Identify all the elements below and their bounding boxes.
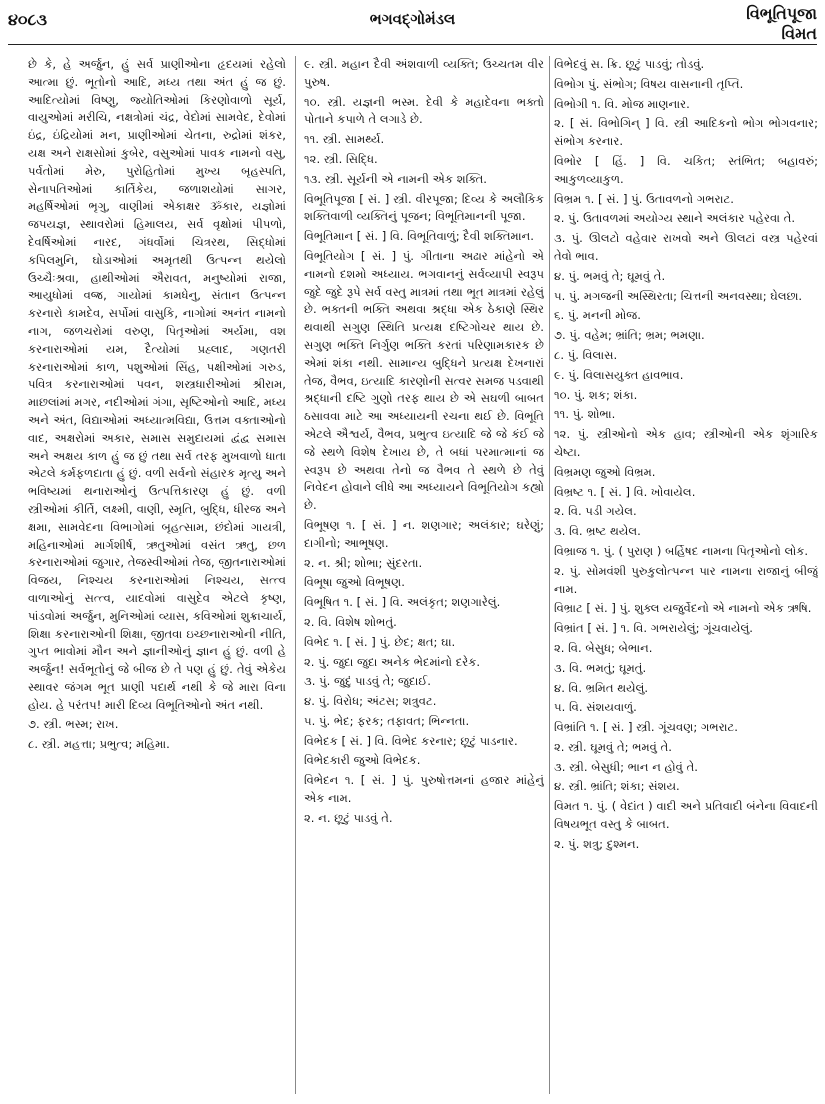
dictionary-entry: વિભૂતિમાન [ સં. ] વિ. વિભૂતિવાળું; દૈવી શક્તિમાન.: [304, 229, 534, 244]
dictionary-entry: ૯. સ્ત્રી. મહાન દૈવી અંશવાળી વ્યક્તિ; ઉચ્ચતમ વીર પુરુષ.: [304, 57, 544, 89]
dictionary-entry: વિભોર [ હિં. ] વિ. ચકિત; સ્તંભિત; બહાવરું; આકુળવ્યાકુળ.: [554, 153, 818, 186]
dictionary-entry: ૭. સ્ત્રી. ભસ્મ; રાખ.: [28, 717, 119, 732]
dictionary-entry: વિભ્રમ ૧. [ સં. ] પું. ઉતાવળનો ગભરાટ.: [554, 191, 734, 206]
dictionary-entry: ૩. વિ. ભમતું; ઘૂમતું.: [554, 660, 647, 675]
dictionary-entry: ૨. વિ. પડી ગયેલ.: [554, 504, 637, 519]
dictionary-entry: ૬. પું. મનની મોજ.: [554, 308, 641, 323]
dictionary-entry: ૨. પું. ઉતાવળમાં અયોગ્ય સ્થાને અલંકાર પહેરવા તે.: [554, 211, 796, 226]
dictionary-entry: વિમત ૧. પું. ( વેદાંત ) વાદી અને પ્રતિવાદી બંનેના વિવાદની વિષયભૂત વસ્તુ કે બાબત.: [554, 799, 818, 832]
guide-word-first: વિભૂતિપૂજા: [746, 4, 817, 23]
dictionary-entry: વિભ્રાંત [ સં. ] ૧. વિ. ગભરાયેલું; ગૂંચવાયેલું.: [554, 621, 753, 636]
dictionary-entry: ૨. ન. છૂટું પાડવું તે.: [304, 810, 393, 825]
dictionary-entry: ૪. વિ. ભ્રમિત થયેલું.: [554, 680, 649, 695]
dictionary-entry: ૧૦. સ્ત્રી. યજ્ઞની ભસ્મ. દેવી કે મહાદેવના ભક્તો પોતાને કપાળે તે લગાડે છે.: [304, 94, 544, 127]
dictionary-entry: ૪. સ્ત્રી. ભ્રાંતિ; શંકા; સંશય.: [554, 779, 680, 794]
dictionary-entry: વિભેદકારી જુઓ વિભેદક.: [304, 753, 421, 768]
dictionary-entry: વિભૂષણ ૧. [ સં. ] ન. શણગાર; અલંકાર; ઘરેણું; દાગીનો; આભૂષણ.: [304, 517, 544, 550]
dictionary-entry: ૩. સ્ત્રી. બેસુધી; ભાન ન હોવું તે.: [554, 759, 698, 774]
dictionary-entry: વિભેદક [ સં. ] વિ. વિભેદ કરનાર; છૂટું પાડનાર.: [304, 733, 518, 748]
dictionary-entry: ૧૩. સ્ત્રી. સૂર્યની એ નામની એક શક્તિ.: [304, 171, 487, 186]
dictionary-entry: ૩. પું. ઊલટો વહેવાર રાખવો અને ઊલટાં વસ્ત્ર પહેરવાં તેવો ભાવ.: [554, 231, 818, 263]
dictionary-entry: ૨. ન. શ્રી; શોભા; સુંદરતા.: [304, 555, 423, 570]
dictionary-entry: વિભ્રાટ [ સં. ] પું. શુક્લ યજુર્વેદનો એ નામનો એક ઋષિ.: [554, 601, 812, 616]
book-title: ભગવદ્ગોમંડલ: [369, 10, 456, 28]
header-rule: [8, 44, 817, 45]
dictionary-entry: ૩. પું. જુદું પાડવું તે; જુદાઈ.: [304, 674, 431, 689]
dictionary-entry: ૨. પું. શત્રુ; દુશ્મન.: [554, 836, 640, 851]
dictionary-entry: ૪. પું. વિરોધ; અંટસ; શત્રુવટ.: [304, 694, 437, 709]
dictionary-entry: વિભ્રમણ જુઓ વિભ્રમ.: [554, 464, 656, 479]
dictionary-entry: ૧૧. પું. શોભા.: [554, 407, 616, 422]
column-1: [28, 56, 286, 1098]
dictionary-entry: ૪. પું. ભમવું તે; ઘૂમવું તે.: [554, 268, 666, 283]
dictionary-entry: ૫. પું. ભેદ; ફરક; તફાવત; ભિન્નતા.: [304, 713, 470, 728]
dictionary-entry: ૨. [ સં. વિભોગિન્ ] વિ. સ્ત્રી આદિકનો ભોગ ભોગવનાર; સંભોગ કરનાર.: [554, 116, 818, 149]
page-number: ૪૦૮૩: [8, 10, 48, 29]
dictionary-entry: વિભૂષિત ૧. [ સં. ] વિ. અલંકૃત; શણગારેલું.: [304, 595, 501, 610]
dictionary-entry: ૮. પું. વિલાસ.: [554, 347, 618, 362]
dictionary-entry: ૮. સ્ત્રી. મહત્તા; પ્રભુત્વ; મહિમા.: [28, 737, 170, 752]
dictionary-entry: વિભૂતિપૂજા [ સં. ] સ્ત્રી. વીરપૂજા; દિવ્ય કે અલૌકિક શક્તિવાળી વ્યક્તિનું પૂજન; વિભૂતિમાનની પૂજા.: [304, 191, 544, 224]
dictionary-entry: ૭. પું. વહેમ; ભ્રાંતિ; ભ્રમ; ભમણા.: [554, 328, 705, 343]
dictionary-entry: વિભ્રાજ ૧. પું. ( પુરાણ ) બર્હિષદ નામના પિતૃઓનો લોક.: [554, 543, 809, 558]
dictionary-entry: વિભોગ પું. સંભોગ; વિષય વાસનાની તૃપ્તિ.: [554, 76, 744, 91]
dictionary-entry: વિભેદન ૧. [ સં. ] પું. પુરુષોત્તમનાં હજાર માંહેનું એક નામ.: [304, 773, 544, 806]
column-2: [304, 56, 544, 1098]
dictionary-entry: ૨. સ્ત્રી. ઘૂમવું તે; ભમવું તે.: [554, 739, 672, 754]
dictionary-entry: વિભ્રષ્ટ ૧. [ સં. ] વિ. ખોવાયેલ.: [554, 484, 696, 499]
guide-word-last: વિમત: [781, 24, 817, 43]
dictionary-entry: છે કે, હે અર્જુન, હું સર્વ પ્રાણીઓના હૃદયમાં રહેલો આત્મા છું. ભૂતોનો આદિ, મધ્ય તથા અંત હું જ છું. આદિત્યોમાં વિષ્ણુ, જ્યોતિઓમાં કિરણોવાળો સૂર્ય, વાયુઓમાં મરીચિ, નક્ષત્રોમાં ચંદ્ર, વેદોમાં સામવેદ, દેવોમાં ઇંદ્ર, ઇંદ્રિયોમાં મન, પ્રાણીઓમાં ચેતના, રુદ્રોમાં શંકર, યક્ષ અને રાક્ષસોમાં કુબેર, વસુઓમાં પાવક નામનો વસુ, પર્વતોમાં મેરુ, પુરોહિતોમાં મુખ્ય બૃહસ્પતિ, સેનાપતિઓમાં કાર્તિકેય, જળાશયોમાં સાગર, મહર્ષિઓમાં ભૃગુ, વાણીમાં એકાક્ષર ૐકાર, યજ્ઞોમાં જપયજ્ઞ, સ્થાવરોમાં હિમાલય, સર્વ વૃક્ષોમાં પીપળો, દેવર્ષિઓમાં નારદ, ગંધર્વોમાં ચિત્રરથ, સિદ્ધોમાં કપિલમુનિ, ઘોડાઓમાં અમૃતથી ઉત્પન્ન થયેલો ઉચ્ચૈઃશ્રવા, હાથીઓમાં ઐરાવત, મનુષ્યોમાં રાજા, આયુધોમાં વજ્ર, ગાયોમાં કામધેનુ, સંતાન ઉત્પન્ન કરનારો કામદેવ, સર્પોમાં વાસુકિ, નાગોમાં અનંત નામનો નાગ, જળચરોમાં વરુણ, પિતૃઓમાં અર્યમા, વશ કરનારાઓમાં યમ, દૈત્યોમાં પ્રહ્લાદ, ગણતરી કરનારાઓમાં કાળ, પશુઓમાં સિંહ, પક્ષીઓમાં ગરુડ, પવિત્ર કરનારાઓમાં પવન, શસ્ત્રધારીઓમાં શ્રીરામ, માછલાંમાં મગર, નદીઓમાં ગંગા, સૃષ્ટિઓનો આદિ, મધ્ય અને અંત, વિદ્યાઓમાં અધ્યાત્મવિદ્યા, ઉત્તમ વક્તાઓનો વાદ, અક્ષરોમાં અકાર, સમાસ સમુદાયમાં દ્વંદ્વ સમાસ અને અક્ષય કાળ હું જ છું તથા સર્વ તરફ મુખવાળો ધાતા એટલે કર્મફળદાતા હું છું. વળી સર્વનો સંહારક મૃત્યુ અને ભવિષ્યમાં થનારાઓનું ઉત્પત્તિકારણ હું છું. વળી સ્ત્રીઓમાં કીર્તિ, લક્ષ્મી, વાણી, સ્મૃતિ, બુદ્ધિ, ધીરજ અને ક્ષમા, સામવેદના વિભાગોમાં બૃહત્સામ, છંદોમાં ગાયત્રી, મહિનાઓમાં માર્ગશીર્ષ, ઋતુઓમાં વસંત ઋતુ, છળ કરનારાઓમાં જુગાર, તેજસ્વીઓમાં તેજ, જીતનારાઓમાં વિજય, નિશ્ચય કરનારાઓમાં નિશ્ચય, સત્ત્વ વાળાઓનું સત્ત્વ, યાદવોમાં વાસુદેવ એટલે કૃષ્ણ, પાંડવોમાં અર્જુન, મુનિઓમાં વ્યાસ, કવિઓમાં શુક્રાચાર્ય, શિક્ષા કરનારાઓની શિક્ષા, જીતવા ઇચ્છનારાઓની નીતિ, ગુપ્ત ભાવોમાં મૌન અને જ્ઞાનીઓનું જ્ઞાન હું છું. વળી હે અર્જુન! સર્વભૂતોનું જે બીજ છે તે પણ હું છું. તેવું એકેય સ્થાવર જંગમ ભૂત પ્રાણી પદાર્થ નથી કે જે મારા વિના હોય. હે પરંતપ! મારી દિવ્ય વિભૂતિઓનો અંત નથી.: [28, 57, 286, 712]
column-divider: [549, 56, 550, 1094]
dictionary-entry: ૧૨. સ્ત્રી. સિદ્ધિ.: [304, 151, 378, 166]
dictionary-entry: વિભેદ ૧. [ સં. ] પું. છેદ; ક્ષત; ઘા.: [304, 634, 456, 649]
dictionary-entry: ૫. પું. મગજની અસ્થિરતા; ચિત્તની અનવસ્થા; ઘેલછા.: [554, 288, 803, 303]
dictionary-entry: ૧૨. પું. સ્ત્રીઓનો એક હાવ; સ્ત્રીઓની એક શૃંગારિક ચેષ્ટા.: [554, 427, 818, 459]
dictionary-entry: વિભૂષા જુઓ વિભૂષણ.: [304, 575, 405, 590]
dictionary-entry: ૨. વિ. બેસુધ; બેભાન.: [554, 640, 653, 655]
dictionary-entry: ૩. વિ. ભ્રષ્ટ થયેલ.: [554, 524, 641, 539]
dictionary-entry: ૨. વિ. વિશેષ શોભતું.: [304, 614, 397, 629]
dictionary-entry: ૧૦. પું. શક; શંકા.: [554, 387, 638, 402]
dictionary-entry: ૯. પું. વિલાસયુક્ત હાવભાવ.: [554, 367, 684, 382]
dictionary-entry: ૧૧. સ્ત્રી. સામર્થ્ય.: [304, 132, 385, 147]
page-header: [8, 4, 817, 43]
dictionary-entry: વિભોગી ૧. વિ. મોજ માણનાર.: [554, 96, 690, 111]
dictionary-entry: ૨. પું. જુદા જુદા અનેક ભેદમાંનો દરેક.: [304, 654, 481, 669]
guide-words: [746, 4, 817, 44]
dictionary-entry: ૨. પું. સોમવંશી પુરુકુલોત્પન્ન પાર નામના રાજાનું બીજું નામ.: [554, 563, 818, 596]
column-divider: [295, 56, 296, 1094]
dictionary-entry: વિભેદવું સ. ક્રિ. છૂટું પાડવું; તોડવું.: [554, 57, 705, 71]
dictionary-entry: વિભૂતિયોગ [ સં. ] પું. ગીતાના અઢાર માંહેનો એ નામનો દશમો અધ્યાય. ભગવાનનું સર્વવ્યાપી સ્વરૂપ જુદે જુદે રૂપે સર્વ વસ્તુ માત્રમાં તથા ભૂત માત્રમાં રહેલું છે. ભક્તની ભક્તિ અથવા શ્રદ્ધા એક ઠેકાણે સ્થિર થવાથી સગુણ સ્થિતિ પ્રત્યક્ષ દષ્ટિગોચર થાય છે. સગુણ ભક્તિ નિર્ગુણ ભક્તિ કરતાં પરિણામકારક છે એમાં શંકા નથી. સામાન્ય બુદ્ધિને પ્રત્યક્ષ દેખનારાં તેજ, વૈભવ, ઇત્યાદિ કારણોની સત્વર સમજ પડવાથી શ્રદ્ધાની દષ્ટિ ગુણો તરફ થાય છે એ સઘળી બાબત ઠસાવવા માટે આ અધ્યાયની રચના થઈ છે. વિભૂતિ એટલે ઐશ્વર્ય, વૈભવ, પ્રભુત્વ ઇત્યાદિ જે જે કંઈ જે જે સ્થળે વિશેષ દેખાય છે, તે બધાં પરમાત્માનાં જ સ્વરૂપ છે અથવા તેનો જ વૈભવ તે સ્થળે છે તેવું નિવેદન હોવાને લીધે આ અધ્યાયને વિભૂતિયોગ કહ્યો છે.: [304, 248, 544, 513]
dictionary-entry: વિભ્રાંતિ ૧. [ સં. ] સ્ત્રી. ગૂંચવણ; ગભરાટ.: [554, 720, 738, 735]
dictionary-entry: ૫. વિ. સંશયવાળું.: [554, 700, 637, 715]
column-3: [554, 56, 818, 1098]
